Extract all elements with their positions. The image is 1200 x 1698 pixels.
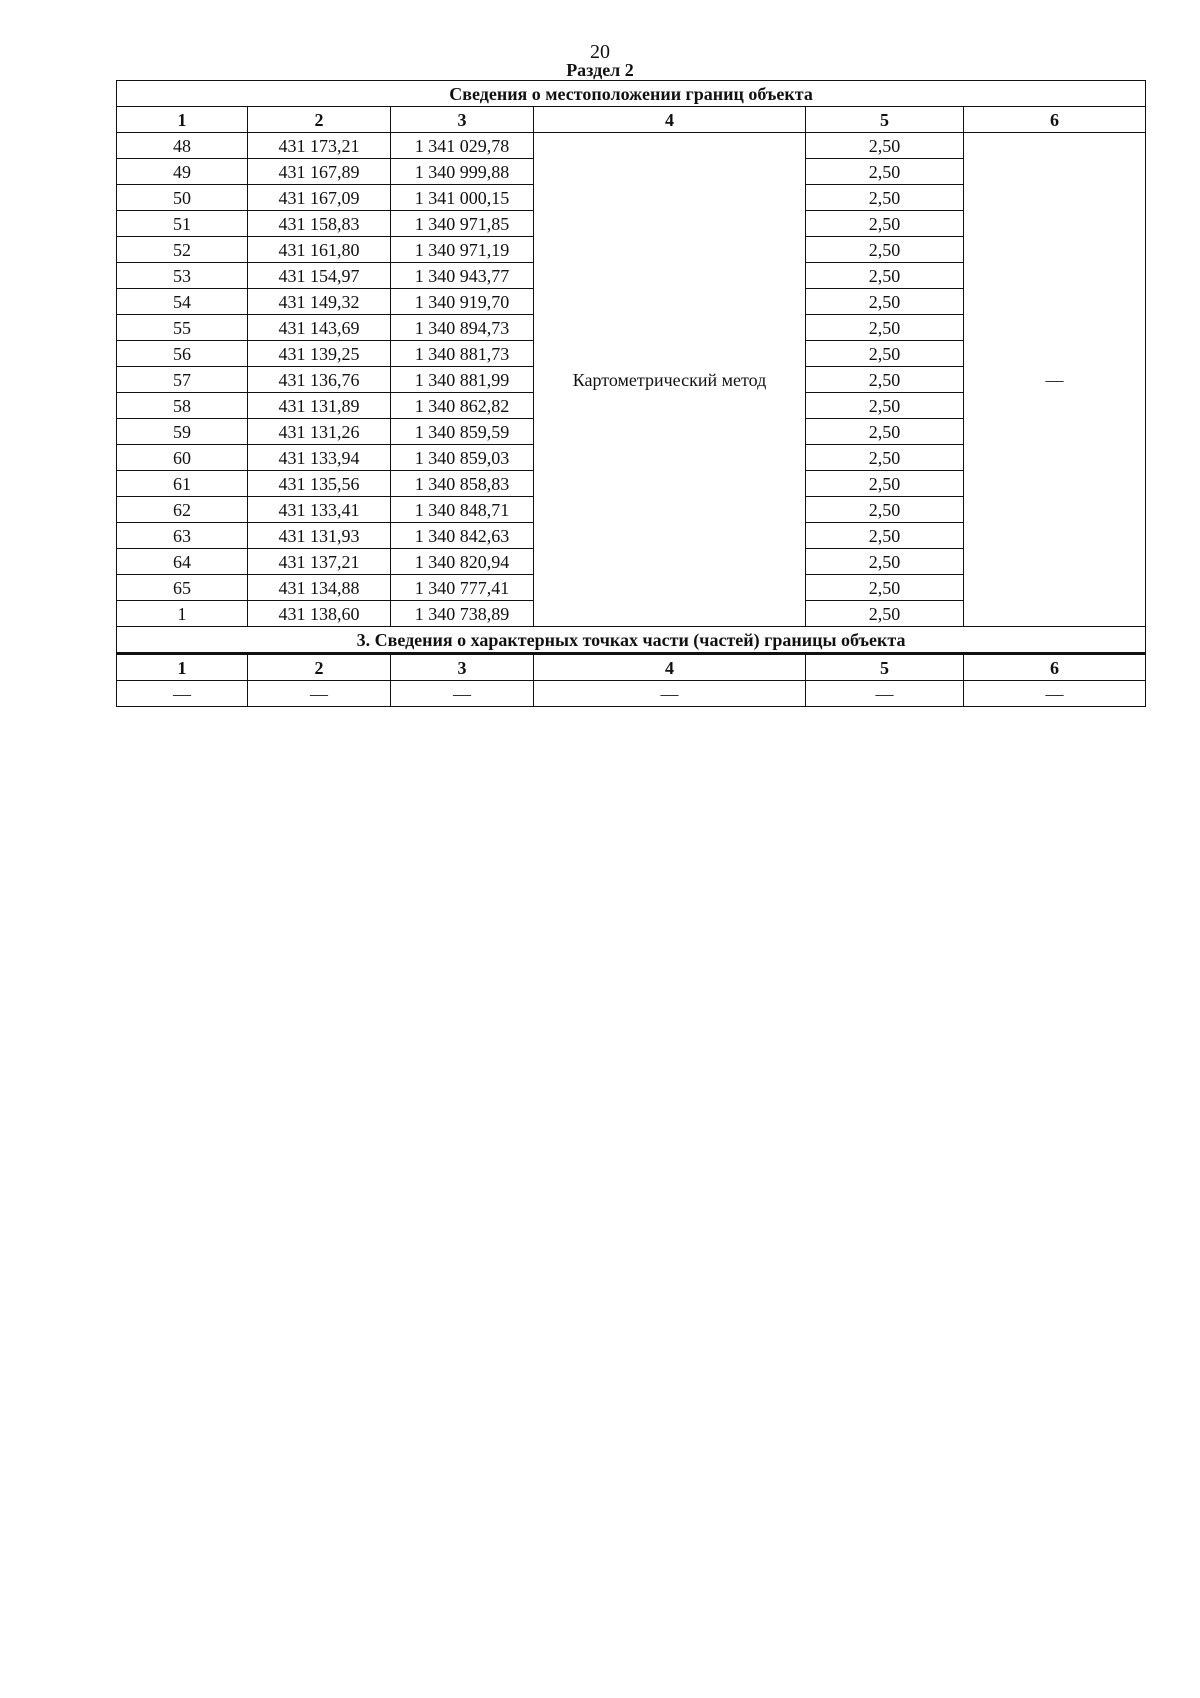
point-number-cell: 59 — [117, 419, 248, 445]
precision-cell: 2,50 — [806, 393, 964, 419]
y-coordinate-cell: 1 340 943,77 — [391, 263, 534, 289]
point-number-cell: 61 — [117, 471, 248, 497]
precision-cell: 2,50 — [806, 497, 964, 523]
part-section-caption-row — [117, 627, 1146, 654]
x-coordinate-cell: 431 149,32 — [248, 289, 391, 315]
point-number-cell: 57 — [117, 367, 248, 393]
y-coordinate-cell: 1 340 919,70 — [391, 289, 534, 315]
precision-cell: 2,50 — [806, 289, 964, 315]
empty-cell: — — [534, 681, 806, 707]
empty-cell: — — [248, 681, 391, 707]
y-coordinate-cell: 1 340 894,73 — [391, 315, 534, 341]
precision-cell: 2,50 — [806, 315, 964, 341]
point-number-cell: 64 — [117, 549, 248, 575]
x-coordinate-cell: 431 133,94 — [248, 445, 391, 471]
y-coordinate-cell: 1 340 999,88 — [391, 159, 534, 185]
x-coordinate-cell: 431 154,97 — [248, 263, 391, 289]
table-caption: Сведения о местоположении границ объекта — [117, 81, 1146, 107]
part-section-caption: 3. Сведения о характерных точках части (частей) границы объекта — [117, 627, 1146, 654]
column-header: 1 — [117, 107, 248, 133]
column6-cell: — — [964, 133, 1146, 627]
column-header: 1 — [117, 654, 248, 681]
point-number-cell: 52 — [117, 237, 248, 263]
column-header: 3 — [391, 654, 534, 681]
point-number-cell: 60 — [117, 445, 248, 471]
x-coordinate-cell: 431 167,09 — [248, 185, 391, 211]
precision-cell: 2,50 — [806, 575, 964, 601]
x-coordinate-cell: 431 137,21 — [248, 549, 391, 575]
column-header: 6 — [964, 654, 1146, 681]
x-coordinate-cell: 431 131,93 — [248, 523, 391, 549]
precision-cell: 2,50 — [806, 601, 964, 627]
x-coordinate-cell: 431 139,25 — [248, 341, 391, 367]
caption-row — [117, 81, 1146, 107]
y-coordinate-cell: 1 340 738,89 — [391, 601, 534, 627]
y-coordinate-cell: 1 340 842,63 — [391, 523, 534, 549]
column-header: 4 — [534, 654, 806, 681]
column-header: 4 — [534, 107, 806, 133]
part-section-empty-row — [117, 681, 1146, 707]
method-cell: Картометрический метод — [534, 133, 806, 627]
page-number: 20 — [590, 41, 610, 63]
x-coordinate-cell: 431 161,80 — [248, 237, 391, 263]
x-coordinate-cell: 431 173,21 — [248, 133, 391, 159]
point-number-cell: 49 — [117, 159, 248, 185]
column-header: 5 — [806, 107, 964, 133]
x-coordinate-cell: 431 133,41 — [248, 497, 391, 523]
column-header: 6 — [964, 107, 1146, 133]
part-section-header-row — [117, 654, 1146, 681]
precision-cell: 2,50 — [806, 211, 964, 237]
section-title: Раздел 2 — [566, 60, 634, 80]
x-coordinate-cell: 431 138,60 — [248, 601, 391, 627]
precision-cell: 2,50 — [806, 419, 964, 445]
column-header-row — [117, 107, 1146, 133]
table-body — [117, 81, 1146, 707]
y-coordinate-cell: 1 340 862,82 — [391, 393, 534, 419]
point-number-cell: 51 — [117, 211, 248, 237]
y-coordinate-cell: 1 340 777,41 — [391, 575, 534, 601]
y-coordinate-cell: 1 340 881,73 — [391, 341, 534, 367]
y-coordinate-cell: 1 340 820,94 — [391, 549, 534, 575]
precision-cell: 2,50 — [806, 445, 964, 471]
y-coordinate-cell: 1 340 848,71 — [391, 497, 534, 523]
precision-cell: 2,50 — [806, 341, 964, 367]
column-header: 5 — [806, 654, 964, 681]
precision-cell: 2,50 — [806, 237, 964, 263]
precision-cell: 2,50 — [806, 159, 964, 185]
point-number-cell: 63 — [117, 523, 248, 549]
x-coordinate-cell: 431 167,89 — [248, 159, 391, 185]
precision-cell: 2,50 — [806, 471, 964, 497]
column-header: 3 — [391, 107, 534, 133]
y-coordinate-cell: 1 340 971,19 — [391, 237, 534, 263]
point-number-cell: 62 — [117, 497, 248, 523]
boundary-coordinates-table — [116, 80, 1146, 707]
x-coordinate-cell: 431 134,88 — [248, 575, 391, 601]
table-row — [117, 133, 1146, 159]
x-coordinate-cell: 431 158,83 — [248, 211, 391, 237]
point-number-cell: 55 — [117, 315, 248, 341]
y-coordinate-cell: 1 341 000,15 — [391, 185, 534, 211]
precision-cell: 2,50 — [806, 133, 964, 159]
x-coordinate-cell: 431 136,76 — [248, 367, 391, 393]
point-number-cell: 56 — [117, 341, 248, 367]
point-number-cell: 58 — [117, 393, 248, 419]
x-coordinate-cell: 431 135,56 — [248, 471, 391, 497]
y-coordinate-cell: 1 340 858,83 — [391, 471, 534, 497]
column-header: 2 — [248, 654, 391, 681]
empty-cell: — — [117, 681, 248, 707]
point-number-cell: 53 — [117, 263, 248, 289]
y-coordinate-cell: 1 340 881,99 — [391, 367, 534, 393]
x-coordinate-cell: 431 143,69 — [248, 315, 391, 341]
empty-cell: — — [964, 681, 1146, 707]
point-number-cell: 1 — [117, 601, 248, 627]
precision-cell: 2,50 — [806, 185, 964, 211]
y-coordinate-cell: 1 340 859,59 — [391, 419, 534, 445]
column-header: 2 — [248, 107, 391, 133]
y-coordinate-cell: 1 340 971,85 — [391, 211, 534, 237]
x-coordinate-cell: 431 131,89 — [248, 393, 391, 419]
point-number-cell: 50 — [117, 185, 248, 211]
empty-cell: — — [391, 681, 534, 707]
precision-cell: 2,50 — [806, 549, 964, 575]
y-coordinate-cell: 1 341 029,78 — [391, 133, 534, 159]
point-number-cell: 48 — [117, 133, 248, 159]
empty-cell: — — [806, 681, 964, 707]
precision-cell: 2,50 — [806, 523, 964, 549]
x-coordinate-cell: 431 131,26 — [248, 419, 391, 445]
precision-cell: 2,50 — [806, 263, 964, 289]
point-number-cell: 54 — [117, 289, 248, 315]
y-coordinate-cell: 1 340 859,03 — [391, 445, 534, 471]
point-number-cell: 65 — [117, 575, 248, 601]
precision-cell: 2,50 — [806, 367, 964, 393]
